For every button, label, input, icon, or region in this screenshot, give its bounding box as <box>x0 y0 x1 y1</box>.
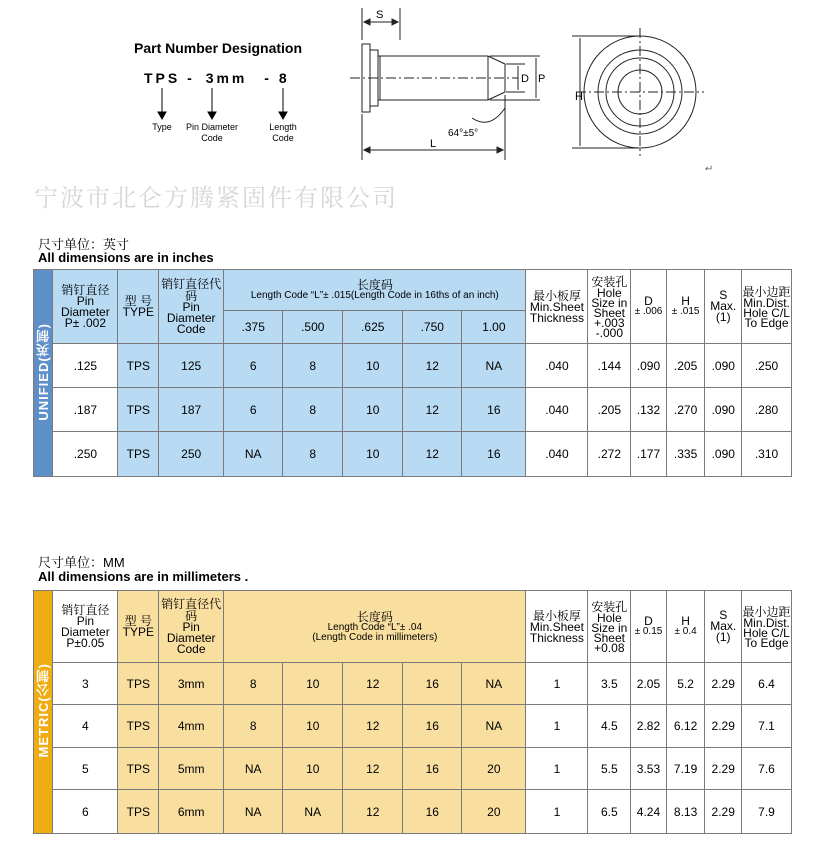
cell-h: 8.13 <box>666 790 705 834</box>
cell-sheet: .040 <box>526 344 588 388</box>
header-min-sheet: 最小板厚 Min.Sheet Thickness <box>526 591 588 663</box>
designation-title: Part Number Designation <box>134 40 303 56</box>
cell-code: 3mm <box>159 663 224 705</box>
header-min-dist: 最小边距 Min.Dist. Hole C/L To Edge <box>742 270 792 344</box>
cell-pin: 5 <box>53 748 118 790</box>
header-pin-code: 销钉直径代码 Pin Diameter Code <box>159 591 224 663</box>
metric-table <box>33 590 792 834</box>
metric-side-label: METRIC(公制) <box>34 591 53 834</box>
cell-pin: 6 <box>53 790 118 834</box>
cell-h: .205 <box>666 344 705 388</box>
cell-length: 10 <box>283 663 343 705</box>
cell-d: .090 <box>631 344 667 388</box>
cell-d: 2.05 <box>631 663 667 705</box>
cell-length: 10 <box>343 388 403 432</box>
cell-type: TPS <box>118 663 159 705</box>
cell-length: 10 <box>283 705 343 748</box>
header-d: D ± .006 <box>631 270 667 344</box>
cell-edge: .280 <box>742 388 792 432</box>
code-dash-2: - <box>264 70 272 86</box>
cell-length: 16 <box>403 790 462 834</box>
length-col-5: 1.00 <box>462 311 526 344</box>
cell-type: TPS <box>118 388 159 432</box>
cell-length: 8 <box>224 705 283 748</box>
cell-type: TPS <box>118 790 159 834</box>
cell-code: 5mm <box>159 748 224 790</box>
label-type: Type <box>152 122 172 132</box>
table-row <box>34 344 792 388</box>
cell-length: 16 <box>403 705 462 748</box>
header-s: S Max. (1) <box>705 270 742 344</box>
cell-hole: .272 <box>588 432 631 477</box>
cell-length: NA <box>224 790 283 834</box>
code-length: 8 <box>278 70 290 86</box>
return-mark: ↵ <box>705 164 714 170</box>
unified-table <box>33 269 792 477</box>
label-angle: 64°±5° <box>448 128 479 139</box>
cell-hole: .144 <box>588 344 631 388</box>
cell-length: 12 <box>403 432 462 477</box>
cell-type: TPS <box>118 432 159 477</box>
cell-sheet: 1 <box>526 705 588 748</box>
cell-h: 7.19 <box>666 748 705 790</box>
company-watermark: 宁波市北仑方腾紧固件有限公司 <box>34 185 398 212</box>
cell-hole: 6.5 <box>588 790 631 834</box>
cell-length: 6 <box>224 388 283 432</box>
cell-h: 5.2 <box>666 663 705 705</box>
unified-caption-en: All dimensions are in inches <box>38 250 214 265</box>
cell-type: TPS <box>118 344 159 388</box>
cell-d: 2.82 <box>631 705 667 748</box>
code-type: TPS <box>144 70 181 86</box>
label-p: P <box>538 73 546 85</box>
table-row <box>34 663 792 705</box>
code-diameter: 3mm <box>205 70 248 86</box>
cell-edge: .250 <box>742 344 792 388</box>
cell-pin: .187 <box>53 388 118 432</box>
cell-edge: 7.9 <box>742 790 792 834</box>
label-l: L <box>430 138 437 150</box>
cell-length: 16 <box>403 748 462 790</box>
cell-sheet: 1 <box>526 748 588 790</box>
header-pin-diameter: 销钉直径 Pin Diameter P±0.05 <box>53 591 118 663</box>
cell-sheet: 1 <box>526 663 588 705</box>
code-dash-1: - <box>187 70 195 86</box>
header-length-code: 长度码 Length Code “L”± .04 (Length Code in millimeters) <box>224 591 526 663</box>
cell-length: 10 <box>283 748 343 790</box>
cell-length: NA <box>462 344 526 388</box>
cell-length: 8 <box>283 344 343 388</box>
metric-caption-en: All dimensions are in millimeters . <box>38 569 249 584</box>
cell-pin: .125 <box>53 344 118 388</box>
cell-code: 6mm <box>159 790 224 834</box>
unified-caption-cn: 尺寸单位：英寸 <box>38 237 130 252</box>
cell-length: 12 <box>403 344 462 388</box>
cell-length: NA <box>224 432 283 477</box>
header-length-code: 长度码 Length Code “L”± .015(Length Code in 16ths of an inch) <box>224 270 526 311</box>
cell-length: 16 <box>462 388 526 432</box>
cell-length: 8 <box>224 663 283 705</box>
cell-length: 16 <box>462 432 526 477</box>
header-hole-size: 安装孔 Hole Size in Sheet +.003 -.000 <box>588 270 631 344</box>
cell-length: NA <box>462 705 526 748</box>
header-d: D ± 0.15 <box>631 591 667 663</box>
cell-h: .335 <box>666 432 705 477</box>
cell-code: 125 <box>159 344 224 388</box>
cell-s: 2.29 <box>705 748 742 790</box>
cell-s: .090 <box>705 388 742 432</box>
cell-code: 187 <box>159 388 224 432</box>
cell-s: 2.29 <box>705 663 742 705</box>
table-row <box>34 388 792 432</box>
label-pin-diameter-code: Pin Diameter Code <box>185 122 239 143</box>
unified-side-label: UNIFIED(英制) <box>34 270 53 477</box>
cell-d: 3.53 <box>631 748 667 790</box>
cell-sheet: 1 <box>526 790 588 834</box>
cell-d: 4.24 <box>631 790 667 834</box>
cell-length: 8 <box>283 388 343 432</box>
cell-length: 12 <box>343 663 403 705</box>
designation-arrows <box>140 84 300 124</box>
cell-edge: 6.4 <box>742 663 792 705</box>
cell-hole: 4.5 <box>588 705 631 748</box>
cell-edge: 7.1 <box>742 705 792 748</box>
cell-s: 2.29 <box>705 705 742 748</box>
header-h: H ± 0.4 <box>666 591 705 663</box>
cell-h: 6.12 <box>666 705 705 748</box>
header-pin-diameter: 销钉直径 Pin Diameter P± .002 <box>53 270 118 344</box>
header-pin-code: 销钉直径代码 Pin Diameter Code <box>159 270 224 344</box>
cell-d: .177 <box>631 432 667 477</box>
table-row <box>34 748 792 790</box>
cell-length: 12 <box>343 790 403 834</box>
cell-hole: 5.5 <box>588 748 631 790</box>
cell-type: TPS <box>118 748 159 790</box>
cell-sheet: .040 <box>526 432 588 477</box>
length-col-1: .375 <box>224 311 283 344</box>
header-type: 型 号 TYPE <box>118 591 159 663</box>
cell-length: 12 <box>343 705 403 748</box>
cell-length: 16 <box>403 663 462 705</box>
cell-length: 6 <box>224 344 283 388</box>
length-col-4: .750 <box>403 311 462 344</box>
cell-length: 8 <box>283 432 343 477</box>
length-col-2: .500 <box>283 311 343 344</box>
cell-s: .090 <box>705 344 742 388</box>
cell-hole: 3.5 <box>588 663 631 705</box>
cell-length: 12 <box>343 748 403 790</box>
header-min-sheet: 最小板厚 Min.Sheet Thickness <box>526 270 588 344</box>
label-s: S <box>376 9 384 21</box>
cell-s: .090 <box>705 432 742 477</box>
cell-length: 12 <box>403 388 462 432</box>
cell-s: 2.29 <box>705 790 742 834</box>
cell-length: 10 <box>343 344 403 388</box>
header-type: 型 号 TYPE <box>118 270 159 344</box>
metric-caption-cn: 尺寸单位：MM <box>38 555 125 570</box>
header-h: H ± .015 <box>666 270 705 344</box>
cell-edge: .310 <box>742 432 792 477</box>
cell-length: NA <box>462 663 526 705</box>
cell-length: NA <box>283 790 343 834</box>
header-s: S Max. (1) <box>705 591 742 663</box>
label-h: H <box>575 91 583 103</box>
cell-type: TPS <box>118 705 159 748</box>
cell-h: .270 <box>666 388 705 432</box>
cell-code: 4mm <box>159 705 224 748</box>
cell-length: NA <box>224 748 283 790</box>
table-row <box>34 705 792 748</box>
cell-length: 20 <box>462 748 526 790</box>
table-row <box>34 432 792 477</box>
cell-pin: 3 <box>53 663 118 705</box>
cell-edge: 7.6 <box>742 748 792 790</box>
cell-hole: .205 <box>588 388 631 432</box>
length-col-3: .625 <box>343 311 403 344</box>
header-hole-size: 安装孔 Hole Size in Sheet +0.08 <box>588 591 631 663</box>
cell-sheet: .040 <box>526 388 588 432</box>
pin-drawing <box>340 0 720 170</box>
cell-length: 20 <box>462 790 526 834</box>
cell-d: .132 <box>631 388 667 432</box>
header-min-dist: 最小边距 Min.Dist. Hole C/L To Edge <box>742 591 792 663</box>
table-row <box>34 790 792 834</box>
cell-pin: 4 <box>53 705 118 748</box>
cell-pin: .250 <box>53 432 118 477</box>
cell-length: 10 <box>343 432 403 477</box>
label-d: D <box>521 73 529 85</box>
label-length-code: Length Code <box>269 122 297 143</box>
cell-code: 250 <box>159 432 224 477</box>
